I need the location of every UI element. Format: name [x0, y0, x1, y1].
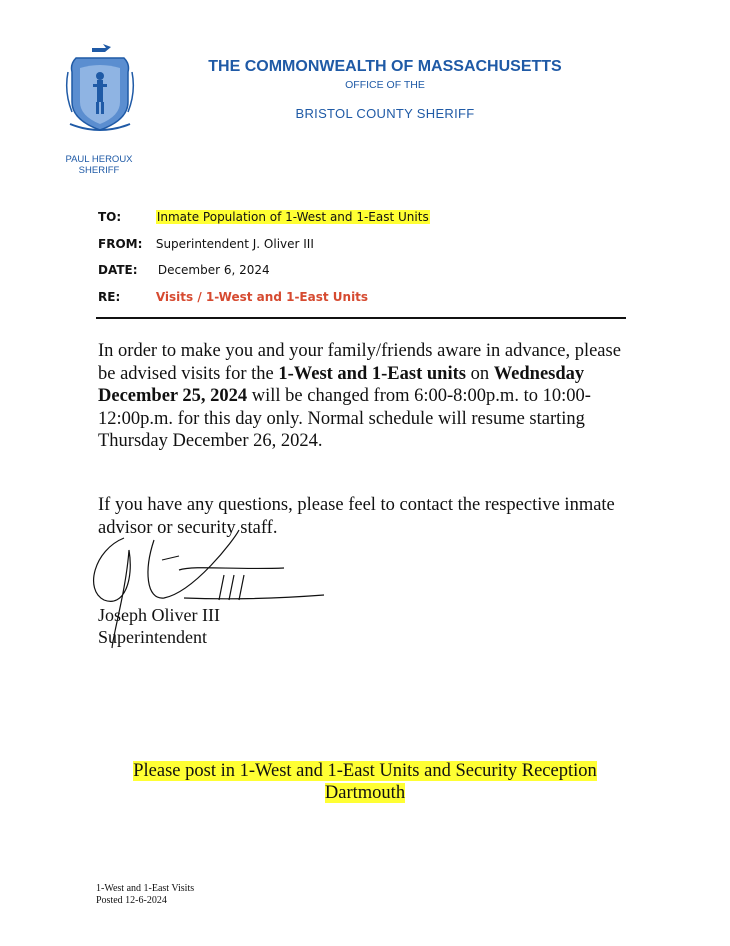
memo-re-row [98, 290, 368, 304]
memo-re-value: Visits / 1-West and 1-East Units [155, 290, 369, 304]
massachusetts-seal-icon [62, 42, 138, 134]
memo-to-row [98, 210, 430, 224]
body-p1-text-a: In order to make you and your family/friends aware in advance, please be advised visits for the [98, 341, 621, 384]
memo-re-label: RE: [98, 290, 121, 304]
body-p1-date: Wednesday December 25, 2024 [98, 363, 585, 406]
footer [96, 883, 194, 907]
signatory-title: Superintendent [98, 627, 207, 647]
footer-line-2: Posted 12-6-2024 [96, 895, 167, 906]
posting-notice [90, 760, 640, 804]
memo-from-value: Superintendent J. Oliver III [155, 237, 314, 251]
body-p1-text-b: on [465, 363, 494, 384]
footer-line-1: 1-West and 1-East Visits [96, 883, 195, 894]
memo-date-row [98, 263, 270, 277]
letterhead-county: BRISTOL COUNTY SHERIFF [295, 106, 475, 121]
memo-from-row [98, 237, 314, 251]
memo-to-value: Inmate Population of 1-West and 1-East Units [156, 210, 429, 224]
body-p1-units: 1-West and 1-East units [278, 363, 466, 384]
letterhead-title: THE COMMONWEALTH OF MASSACHUSETTS [208, 58, 562, 75]
memo-date-label: DATE: [98, 263, 138, 277]
memo-divider [96, 317, 626, 319]
sheriff-block [44, 154, 154, 176]
memo-from-label: FROM: [98, 237, 143, 251]
posting-notice-line-1: Please post in 1-West and 1-East Units and Security Reception [133, 761, 597, 781]
sheriff-name: PAUL HEROUX [65, 154, 133, 165]
letterhead-office: OFFICE OF THE [345, 79, 425, 91]
body-paragraph-2: If you have any questions, please feel to contact the respective inmate advisor or security staff. [98, 495, 615, 538]
memo-to-label: TO: [98, 210, 122, 224]
posting-notice-line-2: Dartmouth [324, 783, 406, 803]
memo-date-value: December 6, 2024 [157, 263, 270, 277]
sheriff-title: SHERIFF [78, 165, 120, 176]
signatory-name: Joseph Oliver III [98, 605, 220, 625]
body-paragraph-1 [98, 340, 628, 453]
body-p1-text-c: will be changed from 6:00-8:00p.m. to 10:00-12:00p.m. for this day only. Normal schedule will resume starting Thursday December 26, 2024. [98, 386, 591, 451]
